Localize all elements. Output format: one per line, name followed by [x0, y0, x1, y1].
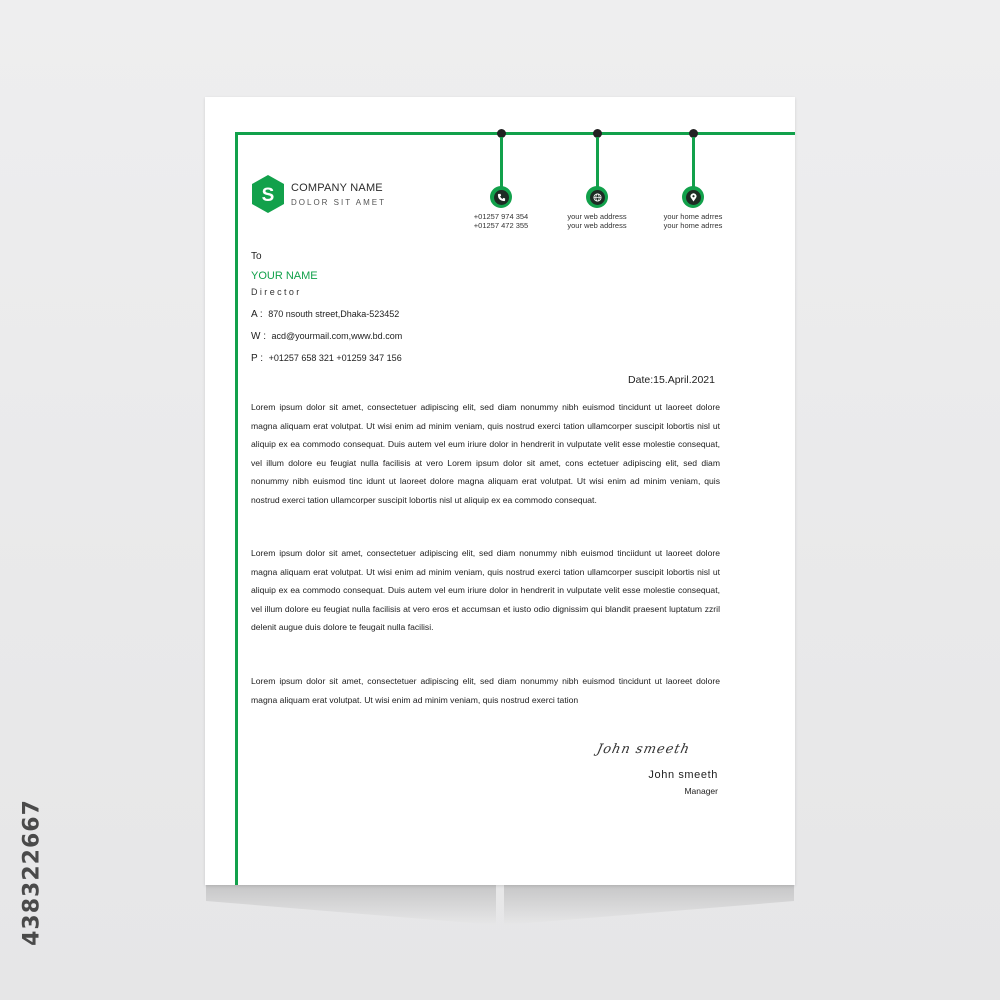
to-label: To	[251, 251, 262, 262]
address-row	[251, 309, 399, 320]
body-paragraph-2: Lorem ipsum dolor sit amet, consectetuer adipiscing elit, sed diam nonummy nibh euismod tinciidunt ut laoreet dolore magna aliquam erat volutpat. Ut wisi enim ad minim veniam, quis nostrud exerci tation ullamcorper suscipit lobortis nisl ut aliquip ex ea commodo consequat. Duis autem vel eum iriure dolor in hendrerit in vulputate velit esse molestie consequat, vel illum dolore eu feugiat nulla facilisis at vero eros et accumsan et iusto odio dignissim qui blandit praesent luptatum zzril delenit augue duis dolore te feugait nulla facilisi.	[251, 548, 720, 633]
signatory-name: John smeeth	[648, 769, 718, 781]
hanger-stem	[692, 137, 695, 187]
address-line-1: your home adrres	[663, 212, 723, 221]
handwritten-signature: John smeeth	[595, 742, 692, 757]
globe-icon	[586, 186, 608, 208]
body-paragraph-3: Lorem ipsum dolor sit amet, consectetuer adipiscing elit, sed diam nonummy nibh euismod tincidunt ut laoreet dolore magna aliquam erat volutpat. Ut wisi enim ad minim veniam, quis nostrud exerci tation	[251, 676, 720, 705]
company-tagline: DOLOR SIT AMET	[291, 198, 386, 207]
page-shadow-right	[504, 885, 794, 925]
phone-value: +01257 658 321 +01259 347 156	[268, 353, 402, 363]
web-line-1: your web address	[567, 212, 627, 221]
hanger-stem	[500, 137, 503, 187]
phone-icon	[490, 186, 512, 208]
page-shadow-left	[206, 885, 496, 925]
stock-id-text: 438322667	[19, 799, 45, 946]
signatory-title: Manager	[684, 786, 718, 796]
web-value: acd@yourmail.com,www.bd.com	[271, 331, 403, 341]
company-block	[291, 182, 386, 207]
web-line-2: your web address	[567, 221, 627, 230]
company-logo-icon	[251, 174, 285, 214]
phone-line-1: +01257 974 354	[473, 212, 529, 221]
phone-line-2: +01257 472 355	[473, 221, 529, 230]
web-key: W :	[251, 331, 266, 342]
recipient-name: YOUR NAME	[251, 270, 318, 282]
phone-key: P :	[251, 353, 264, 364]
recipient-role: Director	[251, 287, 302, 297]
letterhead-page	[205, 97, 795, 885]
address-key: A :	[251, 309, 263, 320]
web-row	[251, 331, 402, 342]
top-accent-line	[235, 132, 795, 135]
address-value: 870 nsouth street,Dhaka-523452	[268, 309, 400, 319]
phone-row	[251, 353, 402, 364]
left-accent-line	[235, 132, 238, 885]
hanger-stem	[596, 137, 599, 187]
stock-id-watermark	[2, 755, 45, 995]
company-name: COMPANY NAME	[291, 182, 383, 194]
body-paragraph-1: Lorem ipsum dolor sit amet, consectetuer adipiscing elit, sed diam nonummy nibh euismod tincidunt ut laoreet dolore magna aliquam erat volutpat. Ut wisi enim ad minim veniam, quis nostrud exerci tation ullamcorper suscipit lobortis nisl ut aliquip ex ea commodo consequat. Duis autem vel eum iriure dolor in hendrerit in vulputate velit esse molestie consequat, vel illum dolore eu feugiat nulla facilisis at vero Lorem ipsum dolor sit amet, cons ectetuer adipiscing elit, sed diam nonummy nibh euismod tinc idunt ut laoreet dolore magna aliquam erat volutpat. Ut wisi enim ad minim veniam, quis nostrud exerci tation ullamcorper suscipit lobortis nisl ut aliquip ex ea commodo consequat.	[251, 402, 720, 505]
location-pin-icon	[682, 186, 704, 208]
logo-letter: S	[261, 185, 275, 206]
address-line-2: your home adrres	[663, 221, 723, 230]
letter-date: Date:15.April.2021	[628, 374, 715, 386]
